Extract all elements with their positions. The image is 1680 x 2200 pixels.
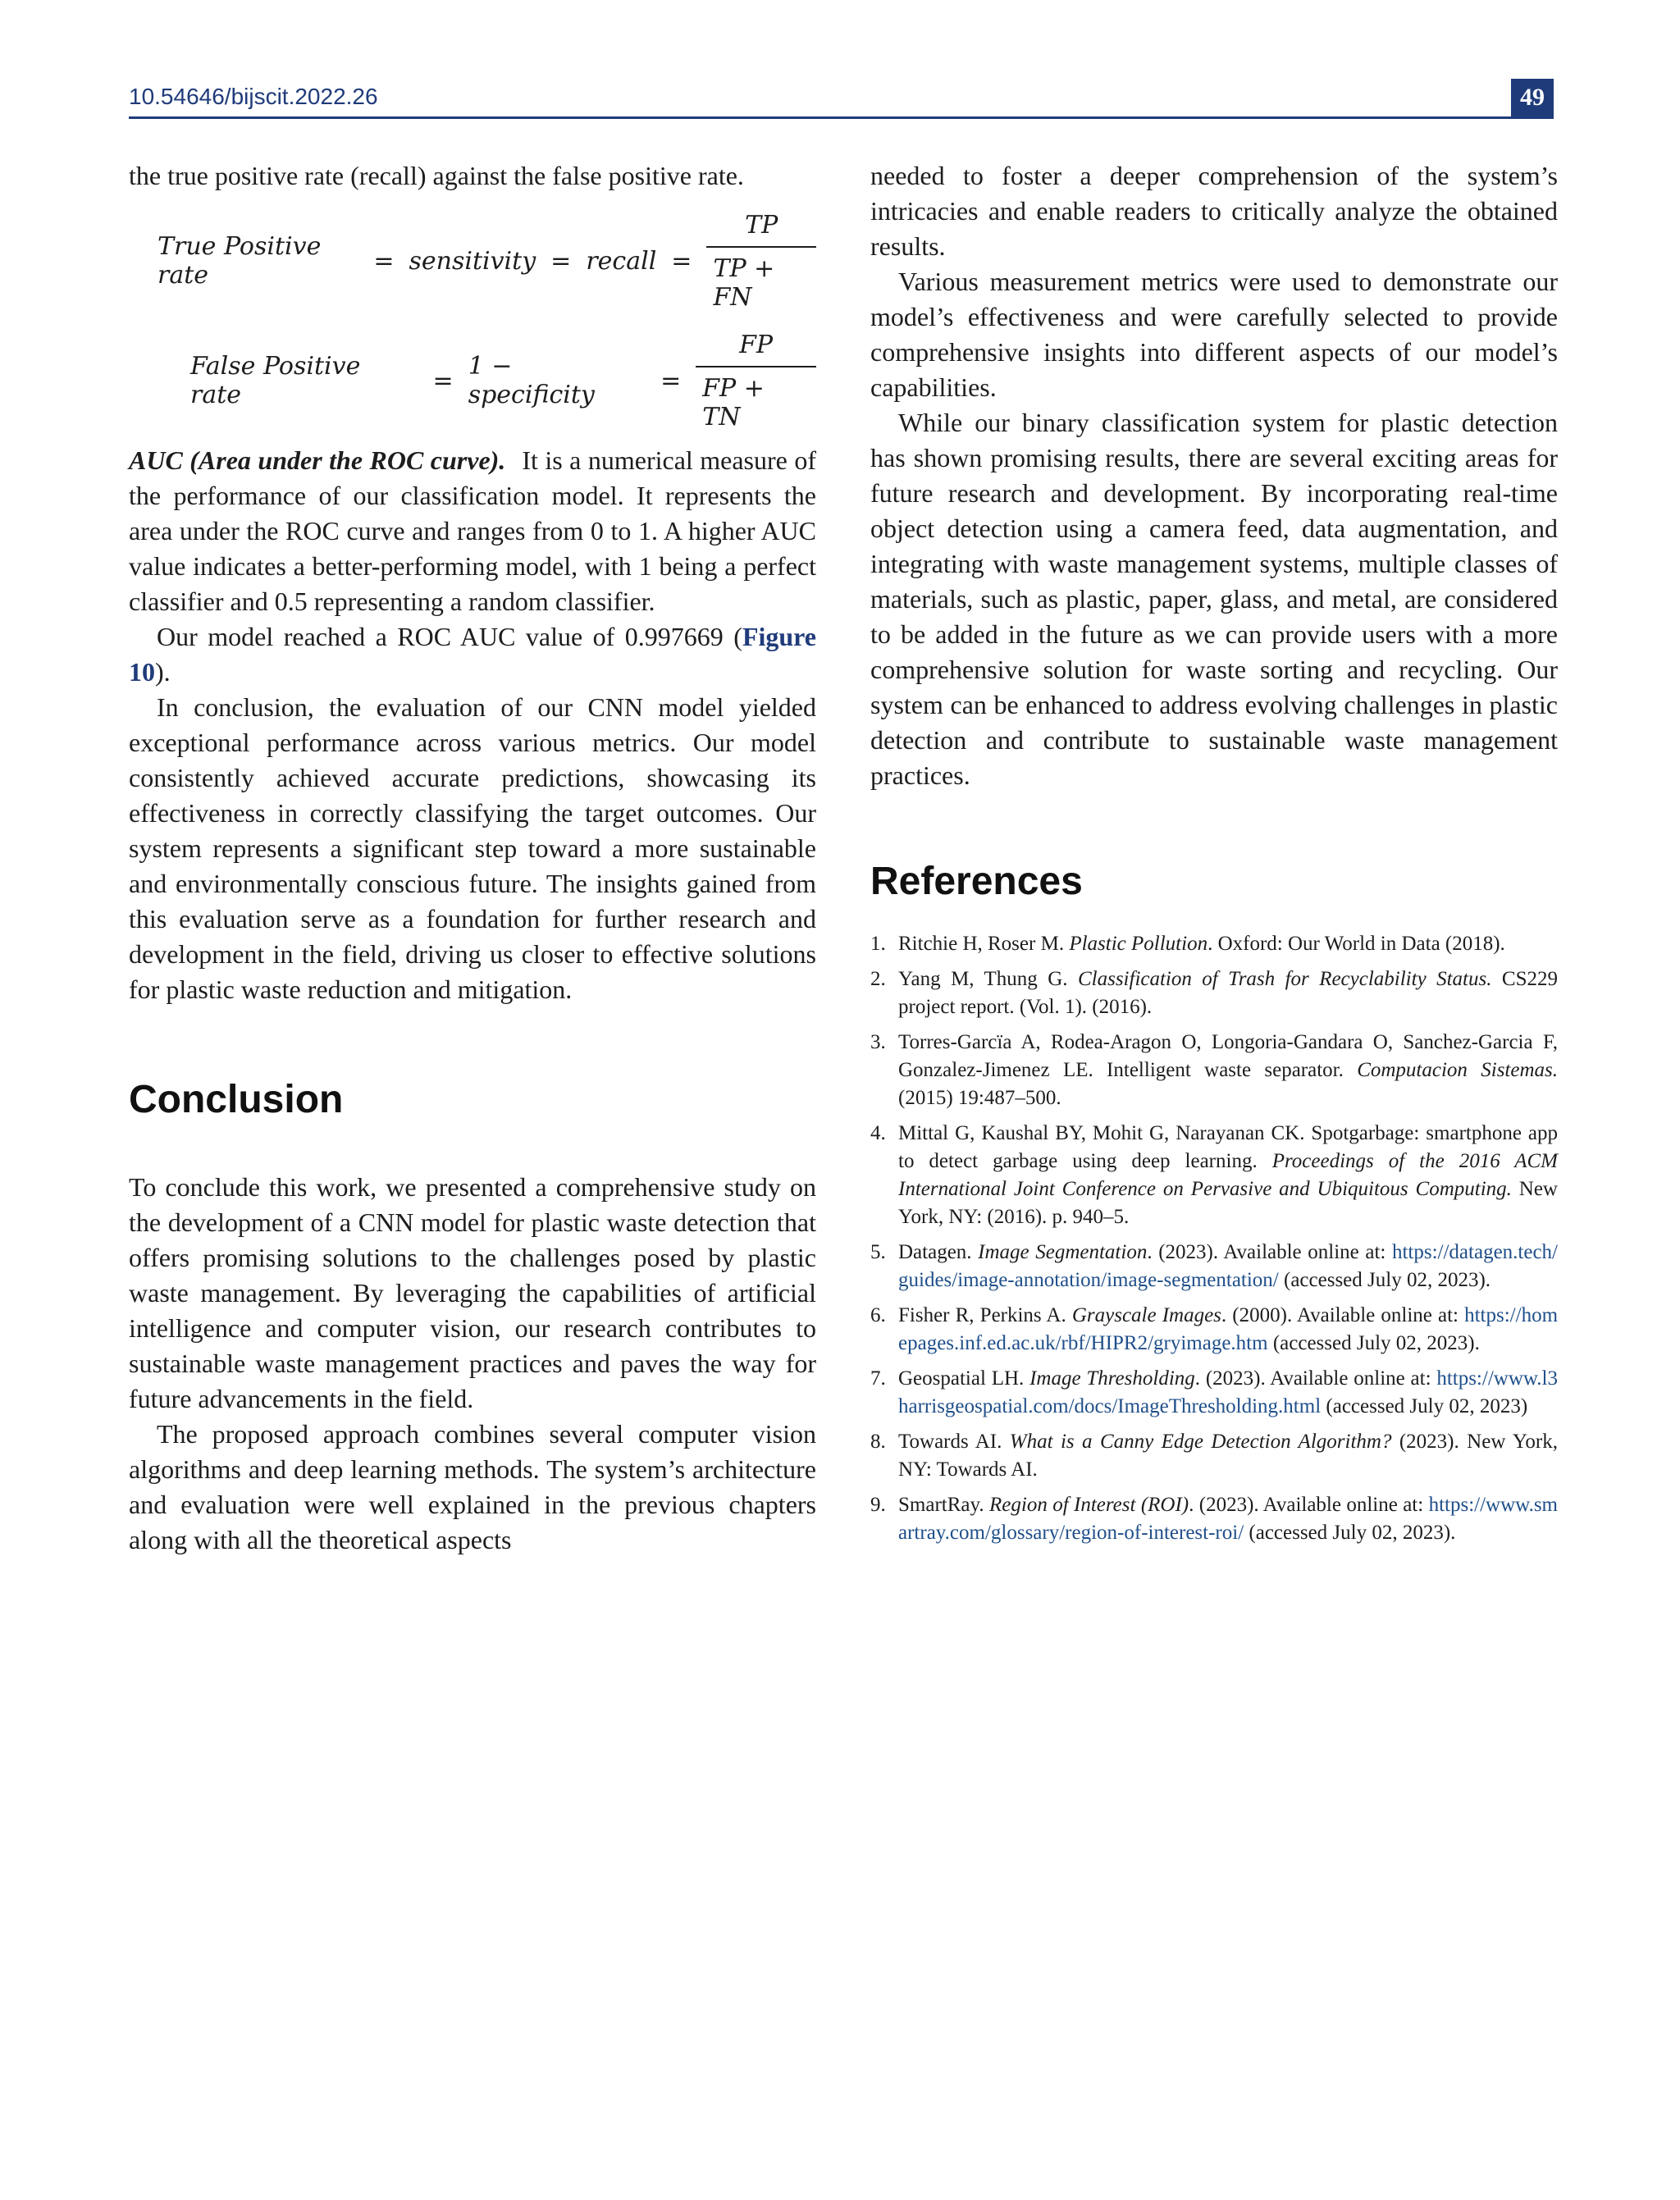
- intro-paragraph: the true positive rate (recall) against the false positive rate.: [129, 161, 744, 190]
- reference-number: 2.: [870, 968, 886, 990]
- reference-text: [898, 1239, 1558, 1294]
- right-paragraph-2: Various measurement metrics were used to demonstrate our model’s effectiveness and were carefully selected to provide comprehensive insights into different aspects of our model’s capabilities.: [870, 267, 1558, 402]
- reference-number: 9.: [870, 1494, 886, 1516]
- reference-text: [898, 1365, 1558, 1421]
- eq2-numerator: FP: [739, 330, 774, 359]
- reference-text: [898, 930, 1558, 958]
- eq2-equals-2: =: [660, 366, 682, 395]
- reference-item: [870, 1029, 1558, 1112]
- reference-text: [898, 965, 1558, 1021]
- reference-url-link[interactable]: https://www.l3harrisgeospatial.com/docs/ImageThresholding.html: [898, 1367, 1559, 1417]
- left-column: [129, 158, 816, 1558]
- references-heading: References: [870, 860, 1083, 903]
- reference-details: . (2023). Available online at:: [1147, 1241, 1392, 1263]
- reference-number: 4.: [870, 1122, 886, 1144]
- roc-text-before: Our model reached a ROC AUC value of 0.997669 (: [157, 622, 742, 651]
- auc-run-in-heading: AUC (Area under the ROC curve).: [129, 445, 506, 475]
- eq2-fraction: [696, 331, 816, 431]
- reference-item: [870, 1365, 1558, 1421]
- reference-details: . Oxford: Our World in Data (2018).: [1208, 933, 1505, 955]
- conclusion-heading: Conclusion: [129, 1078, 344, 1121]
- reference-title: Region of Interest (ROI): [989, 1494, 1189, 1516]
- reference-title: Classification of Trash for Recyclability Status.: [1077, 968, 1492, 990]
- reference-authors: Torres-Garcïa A, Rodea-Aragon O, Longoria-Gandara O, Sanchez-Garcia F, Gonzalez-Jimenez LE. Intelligent waste separator.: [898, 1031, 1558, 1081]
- reference-number: 6.: [870, 1304, 886, 1326]
- reference-access-date: (accessed July 02, 2023): [1321, 1395, 1528, 1417]
- reference-item: [870, 1491, 1558, 1547]
- reference-item: [870, 930, 1558, 958]
- right-paragraph-3: While our binary classification system for plastic detection has shown promising results, there are several exciting areas for future research and development. By incorporating real-time object detection using a camera feed, data augmentation, and integrating with waste management systems, multiple classes of materials, such as plastic, paper, glass, and metal, are considered to be added in the future as we can provide users with a more comprehensive solution for waste sorting and recycling. Our system can be enhanced to address evolving challenges in plastic detection and contribute to sustainable waste management practices.: [870, 408, 1558, 790]
- reference-access-date: (accessed July 02, 2023).: [1267, 1332, 1480, 1354]
- reference-text: [898, 1302, 1558, 1358]
- reference-number: 8.: [870, 1431, 886, 1453]
- reference-item: [870, 965, 1558, 1021]
- page-number-badge: 49: [1511, 79, 1554, 116]
- conclusion-paragraph-2: The proposed approach combines several computer vision algorithms and deep learning methods. The system’s architecture and evaluation were well explained in the previous chapters along with all the theoretical aspects: [129, 1419, 816, 1554]
- reference-item: [870, 1120, 1558, 1231]
- conclusion-paragraph-1: To conclude this work, we presented a comprehensive study on the development of a CNN model for plastic waste detection that offers promising solutions to the challenges posed by plastic waste management. By leveraging the capabilities of artificial intelligence and computer vision, our research contributes to sustainable waste management practices and paves the way for future advancements in the field.: [129, 1172, 816, 1413]
- reference-text: [898, 1029, 1558, 1112]
- eq1-equals-3: =: [671, 246, 692, 276]
- eq1-numerator: TP: [745, 210, 778, 240]
- false-positive-rate-equation: [129, 331, 816, 430]
- reference-details: . (2023). Available online at:: [1189, 1494, 1429, 1516]
- reference-number: 5.: [870, 1241, 886, 1263]
- reference-access-date: (accessed July 02, 2023).: [1244, 1522, 1456, 1544]
- reference-title: What is a Canny Edge Detection Algorithm?: [1009, 1431, 1392, 1453]
- reference-authors: Fisher R, Perkins A.: [898, 1304, 1072, 1326]
- eq1-equals-1: =: [373, 246, 395, 276]
- reference-url-link[interactable]: https://datagen.tech/guides/image-annotation/image-segmentation/: [898, 1241, 1558, 1291]
- reference-number: 3.: [870, 1031, 886, 1053]
- reference-details: CS229 project report. (Vol. 1). (2016).: [898, 968, 1558, 1018]
- reference-list: [870, 930, 1558, 1547]
- reference-title: Image Thresholding: [1029, 1367, 1195, 1390]
- reference-details: . (2023). Available online at:: [1194, 1367, 1437, 1390]
- eq2-lhs: False Positive rate: [190, 352, 361, 409]
- right-paragraph-1: needed to foster a deeper comprehension of the system’s intricacies and enable readers to critically analyze the obtained results.: [870, 161, 1558, 261]
- reference-item: [870, 1428, 1558, 1484]
- eq1-denominator: TP + FN: [706, 246, 816, 312]
- reference-title: Grayscale Images: [1071, 1304, 1221, 1326]
- auc-text: It is a numerical measure of the performance of our classification model. It represents the area under the ROC curve and ranges from 0 to 1. A higher AUC value indicates a better-performing model, with 1 being a perfect classifier and 0.5 representing a random classifier.: [129, 445, 817, 616]
- figure-10-link[interactable]: Figure 10: [129, 622, 816, 687]
- true-positive-rate-equation: [129, 212, 816, 310]
- reference-title: Image Segmentation: [978, 1241, 1148, 1263]
- eq2-equals-1: =: [432, 366, 454, 395]
- reference-details: New York, NY: (2016). p. 940–5.: [898, 1178, 1558, 1228]
- reference-details: . (2000). Available online at:: [1221, 1304, 1465, 1326]
- eq2-denominator: FP + TN: [696, 366, 816, 431]
- auc-paragraph: [129, 443, 816, 619]
- reference-item: [870, 1302, 1558, 1358]
- eq2-term-specificity: 1 − specificity: [468, 352, 595, 409]
- reference-details: (2015) 19:487–500.: [898, 1087, 1061, 1109]
- reference-number: 1.: [870, 933, 886, 955]
- eq1-term-recall: recall: [586, 246, 657, 276]
- reference-text: [898, 1428, 1558, 1484]
- eq1-lhs: True Positive rate: [158, 232, 322, 290]
- reference-number: 7.: [870, 1367, 886, 1390]
- reference-authors: Towards AI.: [898, 1431, 1010, 1453]
- reference-authors: SmartRay.: [898, 1494, 989, 1516]
- reference-url-link[interactable]: https://homepages.inf.ed.ac.uk/rbf/HIPR2/gryimage.htm: [898, 1304, 1559, 1354]
- reference-details: (2023). New York, NY: Towards AI.: [898, 1431, 1558, 1481]
- eq1-equals-2: =: [550, 246, 572, 276]
- reference-authors: Ritchie H, Roser M.: [898, 933, 1070, 955]
- reference-authors: Yang M, Thung G.: [898, 968, 1078, 990]
- reference-text: [898, 1120, 1558, 1231]
- reference-item: [870, 1239, 1558, 1294]
- reference-title: Plastic Pollution: [1069, 933, 1208, 955]
- reference-url-link[interactable]: https://www.smartray.com/glossary/region-of-interest-roi/: [898, 1494, 1558, 1544]
- reference-title: Proceedings of the 2016 ACM International Joint Conference on Pervasive and Ubiquitous Computing.: [898, 1150, 1558, 1200]
- reference-authors: Mittal G, Kaushal BY, Mohit G, Narayanan CK. Spotgarbage: smartphone app to detect garbage using deep learning.: [898, 1122, 1558, 1172]
- doi-link[interactable]: 10.54646/bijscit.2022.26: [129, 84, 378, 109]
- eq1-fraction: [706, 211, 816, 312]
- reference-title: Computacion Sistemas.: [1357, 1059, 1558, 1081]
- reference-text: [898, 1491, 1558, 1547]
- reference-authors: Geospatial LH.: [898, 1367, 1030, 1390]
- roc-auc-paragraph: [129, 619, 816, 690]
- reference-access-date: (accessed July 02, 2023).: [1278, 1269, 1491, 1291]
- evaluation-conclusion-paragraph: In conclusion, the evaluation of our CNN model yielded exceptional performance across various metrics. Our model consistently achieved accurate predictions, showcasing its effectiveness in correctly classifying the target outcomes. Our system represents a significant step toward a more sustainable and environmentally conscious future. The insights gained from this evaluation serve as a foundation for further research and development in the field, driving us closer to effective solutions for plastic waste reduction and mitigation.: [129, 692, 816, 1004]
- right-column: [870, 158, 1558, 1554]
- page-header: [129, 79, 1554, 119]
- roc-text-after: ).: [155, 657, 171, 687]
- eq1-term-sensitivity: sensitivity: [409, 246, 536, 276]
- reference-authors: Datagen.: [898, 1241, 979, 1263]
